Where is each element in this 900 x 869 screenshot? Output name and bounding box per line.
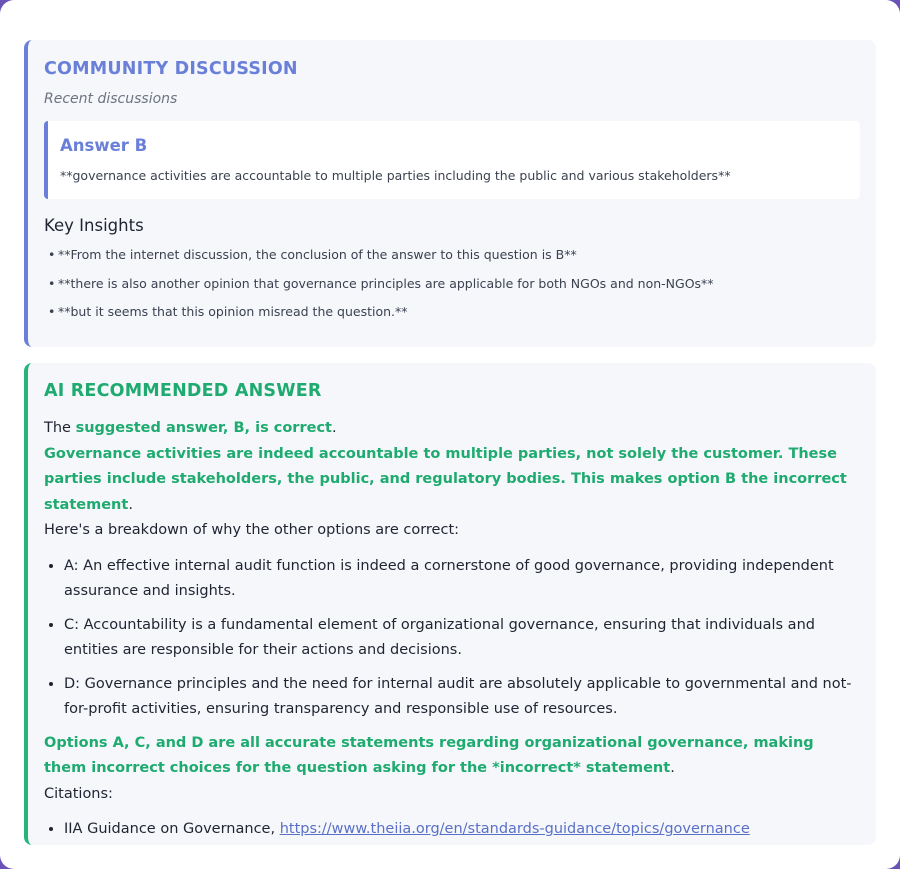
intro-suffix: .: [331, 420, 337, 436]
bullet-icon: •: [48, 275, 56, 291]
insight-text: **there is also another opinion that governance principles are applicable for both NGOs and non-NGOs**: [58, 275, 714, 291]
ai-heading: AI RECOMMENDED ANSWER: [44, 381, 322, 401]
key-insights-title: Key Insights: [44, 216, 144, 235]
option-item: • A: An effective internal audit function is indeed a cornerstone of good governance, providing independent assurance and insights.: [64, 554, 860, 605]
citations-list: [64, 817, 860, 843]
citation-item: [64, 817, 860, 843]
insight-text: **but it seems that this opinion misread the question.**: [58, 304, 408, 319]
explanation-suffix: .: [128, 496, 133, 513]
community-heading: COMMUNITY DISCUSSION: [44, 59, 298, 79]
insight-item: [48, 247, 714, 276]
intro-prefix: The: [44, 420, 76, 436]
insight-item: [48, 304, 714, 333]
ai-explanation: [44, 442, 860, 519]
bullet-icon: •: [48, 247, 56, 262]
ai-recommended-panel: [24, 363, 876, 845]
intro-highlight: suggested answer, B, is correct: [75, 420, 332, 436]
conclusion-highlight: Options A, C, and D are all accurate statements regarding organizational governance, making them incorrect choices for the question asking for the *incorrect* statement: [44, 734, 814, 776]
answer-box: [44, 121, 860, 199]
options-list: [64, 554, 860, 723]
community-subtitle: Recent discussions: [44, 91, 178, 107]
conclusion-suffix: .: [670, 760, 675, 776]
insight-item: [48, 276, 714, 305]
insight-text: **From the internet discussion, the conclusion of the answer to this question is B**: [58, 247, 577, 262]
ai-intro: [44, 416, 860, 442]
breakdown-intro: Here's a breakdown of why the other options are correct:: [44, 522, 460, 538]
community-discussion-panel: [24, 40, 876, 347]
bullet-icon: •: [48, 304, 56, 319]
answer-text: **governance activities are accountable to multiple parties including the public and various stakeholders**: [60, 168, 731, 183]
option-item: • D: Governance principles and the need for internal audit are absolutely applicable to governmental and not-for-profit activities, ensuring transparency and responsible use of resources.: [64, 672, 860, 723]
option-item: • C: Accountability is a fundamental element of organizational governance, ensuring that individuals and entities are responsible for their actions and decisions.: [64, 613, 860, 664]
ai-answer-body: [44, 416, 860, 851]
citation-link[interactable]: https://www.theiia.org/en/standards-guidance/topics/governance: [279, 821, 750, 837]
citation-text: IIA Guidance on Governance,: [64, 821, 280, 837]
answer-title: Answer B: [60, 136, 148, 155]
ai-conclusion: [44, 731, 860, 782]
citations-label: Citations:: [44, 785, 113, 802]
explanation-highlight: Governance activities are indeed accountable to multiple parties, not solely the customer. These parties include stakeholders, the public, and regulatory bodies. This makes option B the incorrect statement: [44, 445, 847, 513]
key-insights-list: [48, 247, 714, 333]
